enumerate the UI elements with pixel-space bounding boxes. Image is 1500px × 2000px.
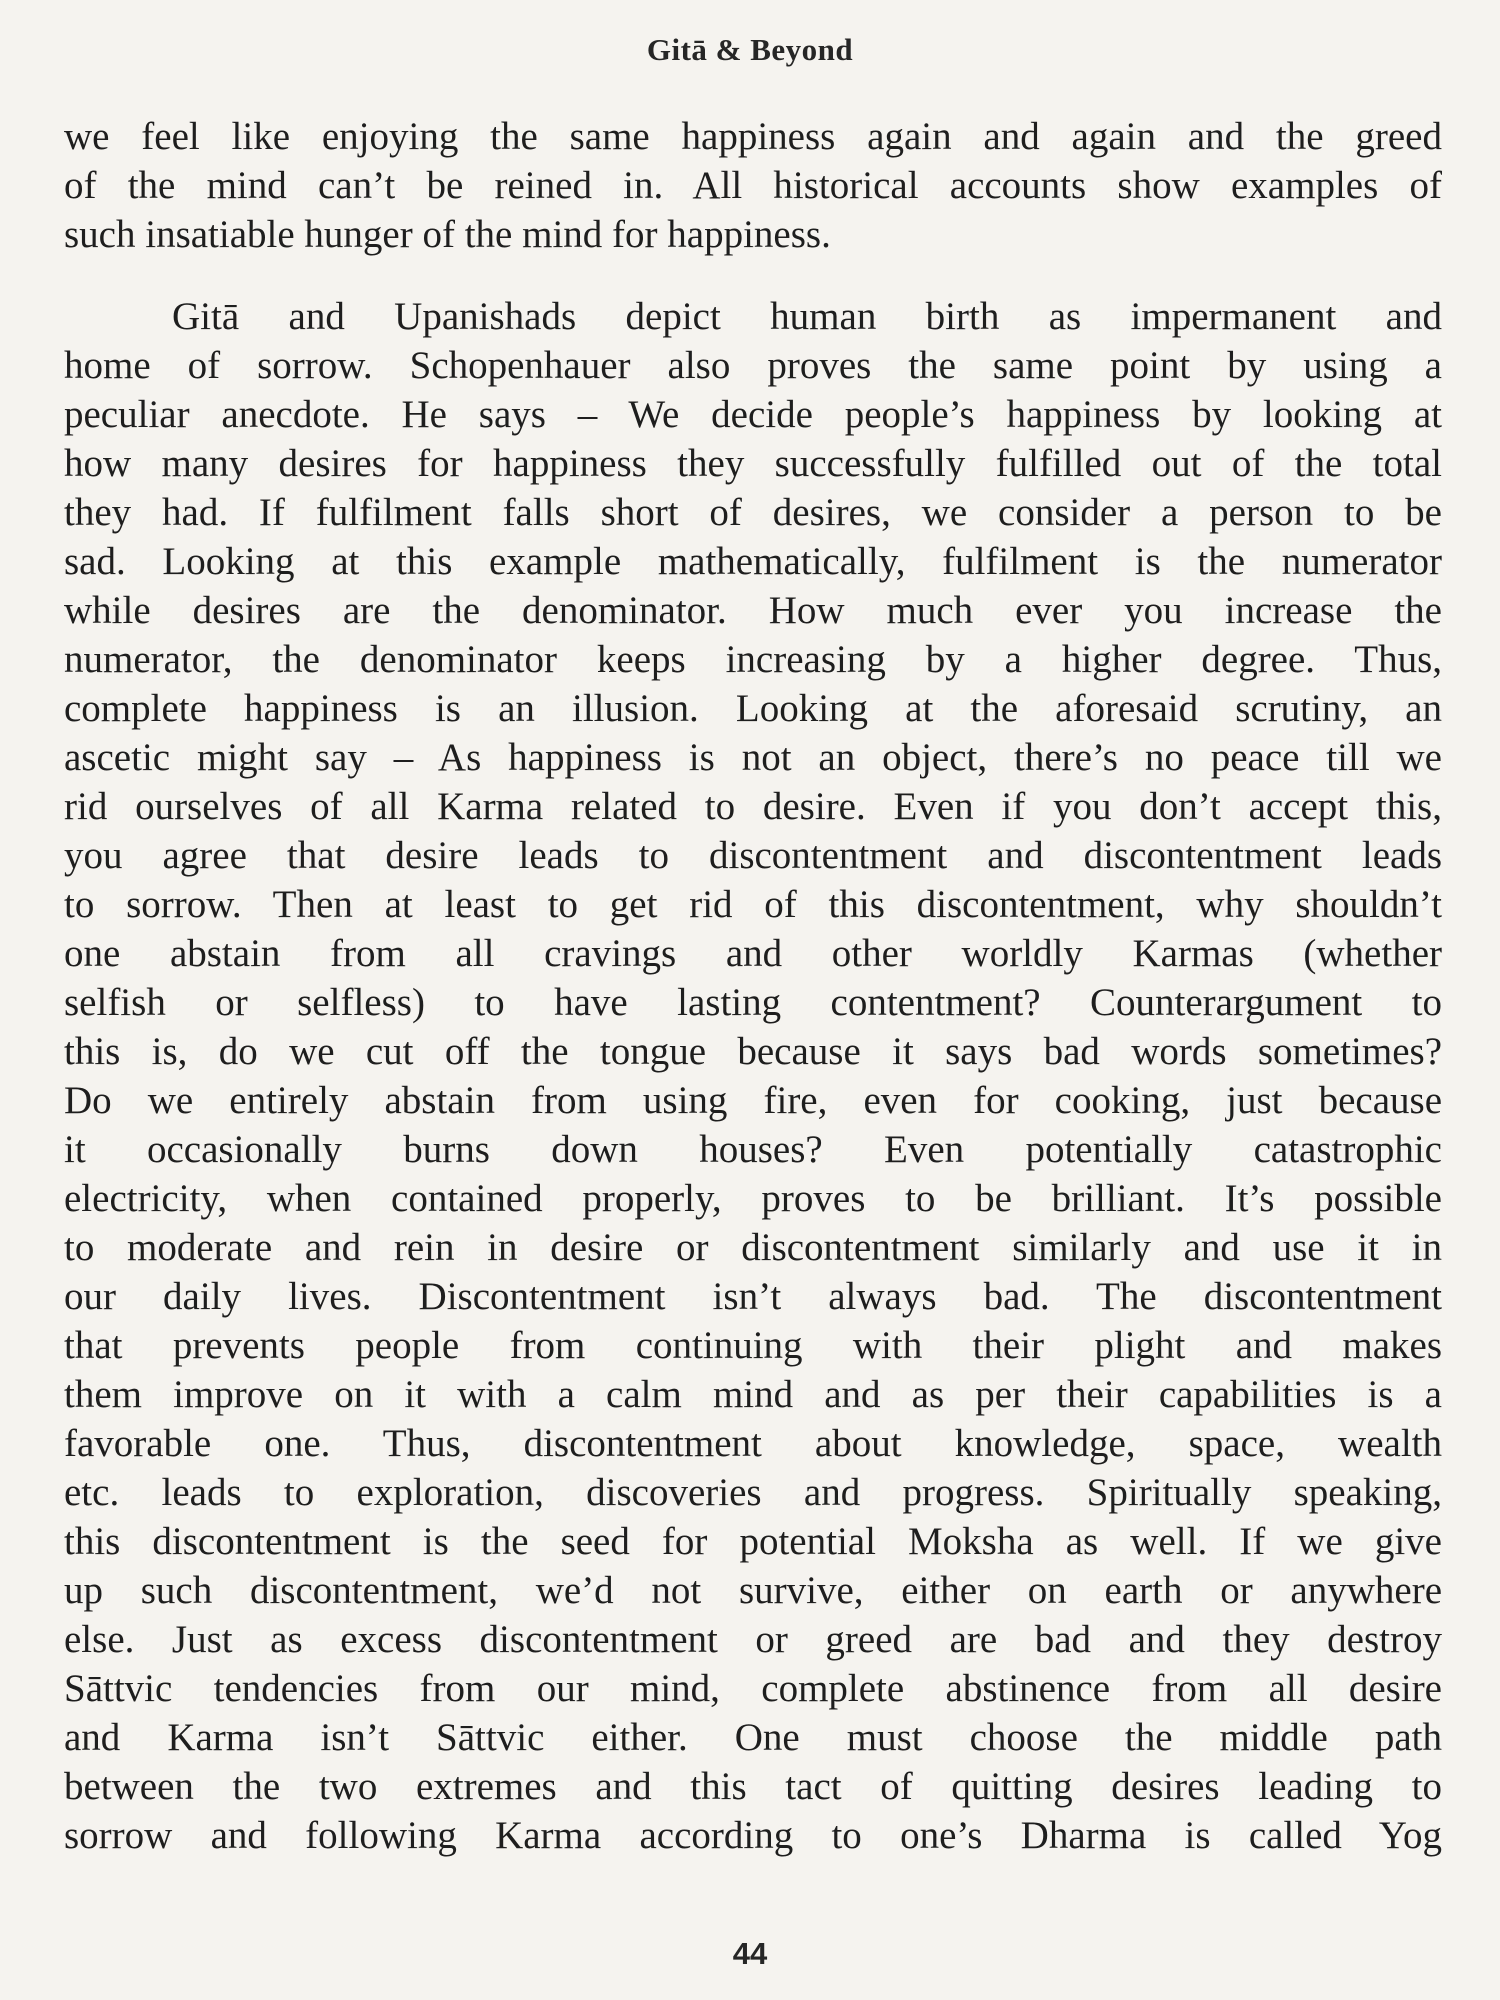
text-line: complete happiness is an illusion. Looking at the aforesaid scrutiny, an xyxy=(64,687,1442,730)
paragraph-gap xyxy=(64,259,1442,292)
text-line: numerator, the denominator keeps increasing by a higher degree. Thus, xyxy=(64,638,1442,681)
text-line: how many desires for happiness they successfully fulfilled out of the total xyxy=(64,442,1442,485)
text-line: and Karma isn’t Sāttvic either. One must choose the middle path xyxy=(64,1716,1442,1759)
text-line: to moderate and rein in desire or discontentment similarly and use it in xyxy=(64,1226,1442,1269)
text-line: Gitā and Upanishads depict human birth as impermanent and xyxy=(172,295,1442,338)
text-line: between the two extremes and this tact of quitting desires leading to xyxy=(64,1765,1442,1808)
text-line: peculiar anecdote. He says – We decide people’s happiness by looking at xyxy=(64,393,1442,436)
text-line: we feel like enjoying the same happiness again and again and the greed xyxy=(64,115,1442,158)
text-line: our daily lives. Discontentment isn’t always bad. The discontentment xyxy=(64,1275,1442,1318)
paragraph-1 xyxy=(64,112,1442,259)
text-line: home of sorrow. Schopenhauer also proves the same point by using a xyxy=(64,344,1442,387)
text-line: while desires are the denominator. How much ever you increase the xyxy=(64,589,1442,632)
text-line: one abstain from all cravings and other worldly Karmas (whether xyxy=(64,932,1442,975)
text-line: such insatiable hunger of the mind for happiness. xyxy=(64,213,831,256)
text-line: them improve on it with a calm mind and as per their capabilities is a xyxy=(64,1373,1442,1416)
text-line: they had. If fulfilment falls short of desires, we consider a person to be xyxy=(64,491,1442,534)
text-line: of the mind can’t be reined in. All historical accounts show examples of xyxy=(64,164,1442,207)
text-line: sad. Looking at this example mathematically, fulfilment is the numerator xyxy=(64,540,1442,583)
paragraph-2 xyxy=(64,292,1442,1860)
text-line: rid ourselves of all Karma related to desire. Even if you don’t accept this, xyxy=(64,785,1442,828)
text-line: Do we entirely abstain from using fire, even for cooking, just because xyxy=(64,1079,1442,1122)
text-line: that prevents people from continuing with their plight and makes xyxy=(64,1324,1442,1367)
text-line: up such discontentment, we’d not survive, either on earth or anywhere xyxy=(64,1569,1442,1612)
text-line: sorrow and following Karma according to one’s Dharma is called Yog xyxy=(64,1814,1442,1857)
text-line: etc. leads to exploration, discoveries and progress. Spiritually speaking, xyxy=(64,1471,1442,1514)
text-line: it occasionally burns down houses? Even potentially catastrophic xyxy=(64,1128,1442,1171)
text-line: favorable one. Thus, discontentment about knowledge, space, wealth xyxy=(64,1422,1442,1465)
text-line: Sāttvic tendencies from our mind, complete abstinence from all desire xyxy=(64,1667,1442,1710)
page-number: 44 xyxy=(732,1936,768,1971)
body-text xyxy=(64,112,1442,1860)
text-line: this is, do we cut off the tongue because it says bad words sometimes? xyxy=(64,1030,1442,1073)
running-head-title: Gitā & Beyond xyxy=(646,32,854,67)
text-line: electricity, when contained properly, proves to be brilliant. It’s possible xyxy=(64,1177,1442,1220)
text-line: selfish or selfless) to have lasting contentment? Counterargument to xyxy=(64,981,1442,1024)
text-line: to sorrow. Then at least to get rid of this discontentment, why shouldn’t xyxy=(64,883,1442,926)
text-line: ascetic might say – As happiness is not an object, there’s no peace till we xyxy=(64,736,1442,779)
text-line: you agree that desire leads to discontentment and discontentment leads xyxy=(64,834,1442,877)
text-line: else. Just as excess discontentment or greed are bad and they destroy xyxy=(64,1618,1442,1661)
text-line: this discontentment is the seed for potential Moksha as well. If we give xyxy=(64,1520,1442,1563)
